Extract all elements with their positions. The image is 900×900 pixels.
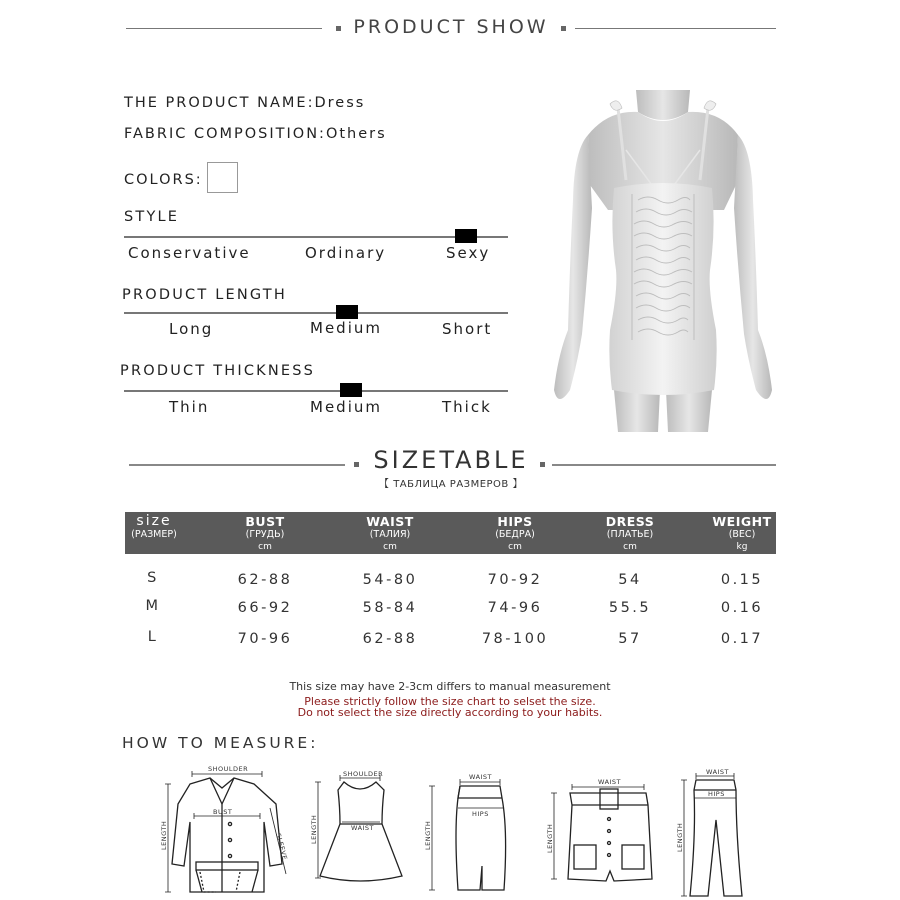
warning-note: Do not select the size directly according to your habits. [297,706,603,719]
column-header-label: WAIST [366,514,414,529]
waist-label: WAIST [469,773,493,781]
column-header-unit: cm [383,542,397,552]
bust-label: BUST [213,808,233,816]
warning-note: Please strictly follow the size chart to selset the size. [304,695,596,708]
product-name-label: THE PRODUCT NAME: [124,95,315,111]
column-header-ru: (РАЗМЕР) [131,529,177,540]
style-marker [455,229,477,243]
product-name-value: Dress [314,95,366,111]
sizetable-subtitle: 【 ТАБЛИЦА РАЗМЕРОВ 】 [379,479,523,490]
bust-cell: 62-88 [237,572,293,588]
hips-label: HIPS [472,810,489,818]
length-track [124,312,508,314]
measurement-note: This size may have 2-3cm differs to manual measurement [289,680,611,693]
length-label: LENGTH [160,820,168,850]
dress-cell: 54 [618,572,642,588]
weight-cell: 0.17 [720,631,764,647]
waist-cell: 62-88 [362,631,418,647]
thickness-track [124,390,508,392]
waist-label: WAIST [706,768,730,776]
divider-square [540,462,545,467]
sizetable-title: SIZETABLE [373,446,529,474]
column-header-dress [590,515,670,554]
length-label: PRODUCT LENGTH [122,287,287,303]
shoulder-label: SHOULDER [343,770,384,778]
dress-cell: 57 [618,631,642,647]
bust-cell: 66-92 [237,600,293,616]
fabric-value: Others [325,126,387,142]
style-track [124,236,508,238]
thickness-option: Thin [169,398,210,416]
weight-cell: 0.16 [720,600,764,616]
column-header-ru: (ГРУДЬ) [245,529,285,540]
style-option: Ordinary [305,244,387,262]
how-to-measure-title: HOW TO MEASURE: [122,734,319,752]
column-header-label: BUST [245,514,285,529]
length-option: Long [169,320,214,338]
column-header-label: HIPS [497,514,533,529]
waist-label: WAIST [351,824,375,832]
product-show-header [126,12,776,44]
column-header-label: DRESS [605,514,655,529]
divider-right [575,28,776,29]
length-option: Medium [310,319,382,337]
column-header-ru: (БЕДРА) [495,529,535,540]
column-header-hips [475,515,555,554]
length-option: Short [442,320,493,338]
sleeve-label: SLEEVE [274,832,289,862]
length-marker [336,305,358,319]
length-label: LENGTH [310,814,318,844]
size-table-header [125,512,776,554]
column-header-weight [702,515,782,554]
sizetable-header [126,446,776,496]
column-header-size [125,515,183,541]
dress-cell: 55.5 [608,600,652,616]
size-cell: M [145,598,161,614]
column-header-ru: (ВЕС) [728,529,756,540]
length-label: LENGTH [546,823,554,853]
column-header-unit: cm [508,542,522,552]
product-photo [548,90,778,432]
waist-cell: 54-80 [362,572,418,588]
jacket-diagram [160,764,295,900]
bust-cell: 70-96 [237,631,293,647]
shoulder-label: SHOULDER [208,765,249,773]
hips-cell: 74-96 [487,600,543,616]
column-header-ru: (ПЛАТЬЕ) [606,529,654,540]
fabric-composition [124,126,387,142]
size-cell: L [147,629,159,645]
thickness-option: Thick [442,398,492,416]
waist-label: WAIST [598,778,622,786]
column-header-waist [350,515,430,554]
style-label: STYLE [124,209,180,225]
hips-label: HIPS [708,790,725,798]
size-cell: S [147,570,159,586]
style-option: Sexy [446,244,491,262]
product-name [124,95,365,111]
divider-square [561,26,566,31]
divider-right [552,464,776,466]
hips-cell: 70-92 [487,572,543,588]
shorts-diagram [540,775,660,887]
thickness-label: PRODUCT THICKNESS [120,363,316,379]
mannequin-dress-image [548,90,778,432]
column-header-bust [225,515,305,554]
column-header-ru: (ТАЛИЯ) [369,529,411,540]
fabric-label: FABRIC COMPOSITION: [124,126,326,142]
style-option: Conservative [128,244,251,262]
hips-cell: 78-100 [481,631,549,647]
column-header-unit: kg [736,542,748,552]
dress-diagram [310,768,410,888]
thickness-option: Medium [310,398,382,416]
column-header-label: WEIGHT [712,514,772,529]
column-header-label: size [136,513,172,529]
skirt-diagram [424,770,514,896]
column-header-unit: cm [258,542,272,552]
waist-cell: 58-84 [362,600,418,616]
column-header-unit: cm [623,542,637,552]
weight-cell: 0.15 [720,572,764,588]
colors-label: COLORS: [124,172,203,188]
length-label: LENGTH [676,822,684,852]
thickness-marker [340,383,362,397]
length-label: LENGTH [424,820,432,850]
color-swatch-white[interactable] [207,162,238,193]
section-title: PRODUCT SHOW [353,16,549,38]
pants-diagram [672,766,762,900]
